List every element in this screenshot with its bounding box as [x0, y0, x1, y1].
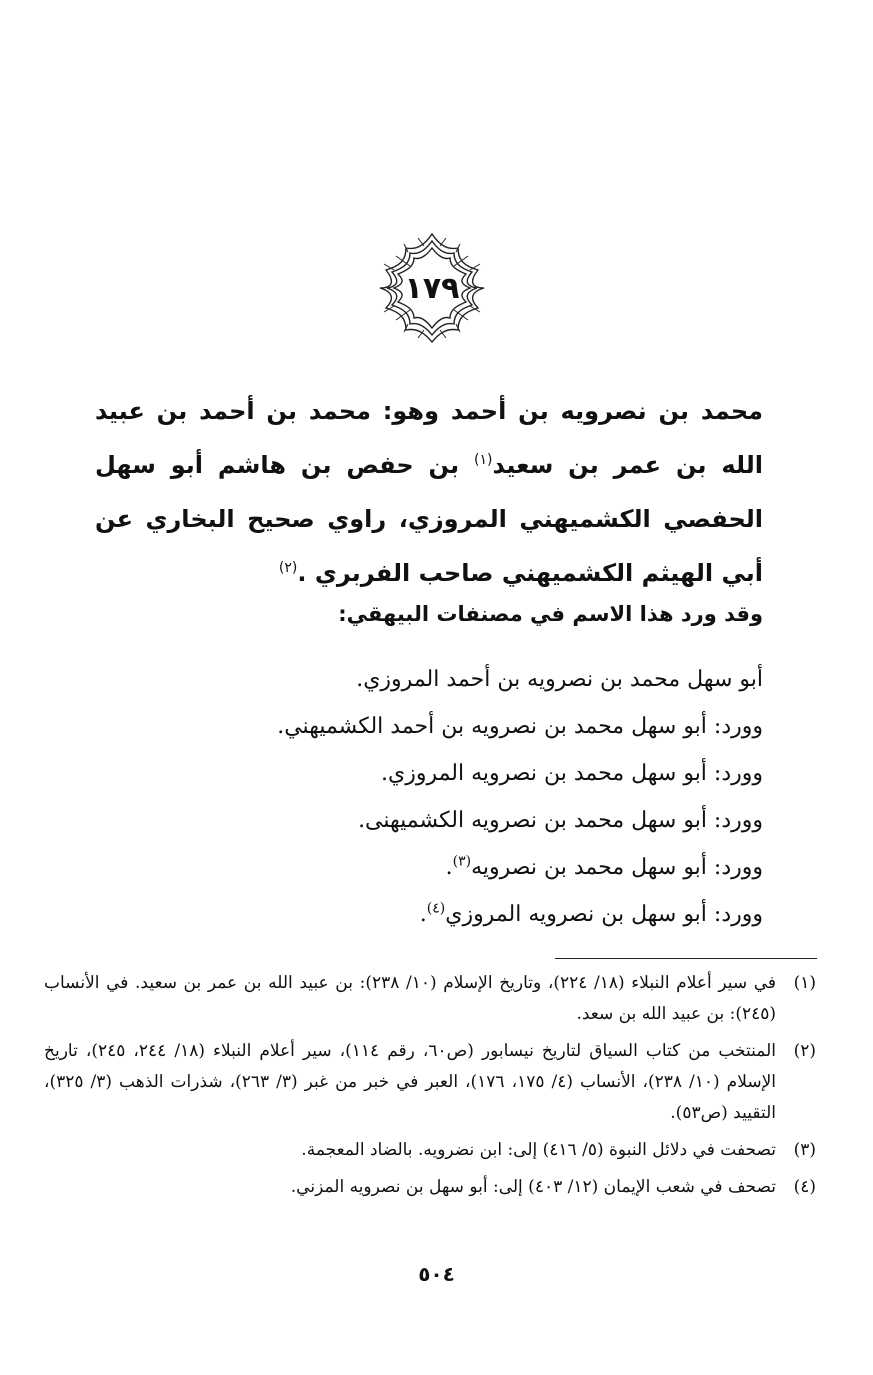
footnote-text: تصحفت في دلائل النبوة (٥/ ٤١٦) إلى: ابن نضرويه. بالضاد المعجمة. — [301, 1140, 776, 1160]
name-variant — [95, 797, 763, 844]
variant-text: وورد: أبو سهل محمد بن نصرويه بن أحمد الكشميهني. — [277, 714, 763, 739]
main-paragraph — [95, 384, 763, 600]
footnote-number: (٣) — [793, 1140, 816, 1160]
entry-number-ornament — [374, 230, 490, 346]
entry-number: ١٧٩ — [404, 270, 460, 306]
footnote-separator — [555, 958, 817, 959]
footnotes — [44, 968, 816, 1209]
footnote-ref-2[interactable]: (٢) — [278, 560, 298, 576]
footnote-ref-3[interactable]: (٣) — [452, 853, 472, 870]
footnote — [44, 1172, 816, 1203]
name-variant — [95, 844, 763, 891]
variant-text: وورد: أبو سهل محمد بن نصرويه الكشميهنى. — [358, 808, 763, 833]
footnote — [44, 968, 816, 1030]
main-text — [95, 384, 763, 600]
name-variant — [95, 656, 763, 703]
name-variants-list — [95, 656, 763, 938]
variant-text: وورد: أبو سهل محمد بن نصرويه — [471, 855, 763, 880]
variant-end: . — [445, 855, 453, 880]
footnote-text: تصحف في شعب الإيمان (١٢/ ٤٠٣) إلى: أبو سهل بن نصرويه المزني. — [290, 1177, 776, 1197]
name-variant — [95, 703, 763, 750]
footnote-number: (١) — [793, 973, 816, 993]
name-variant — [95, 891, 763, 938]
footnote — [44, 1036, 816, 1129]
variant-text: أبو سهل محمد بن نصرويه بن أحمد المروزي. — [356, 667, 763, 692]
footnote — [44, 1135, 816, 1166]
main-text-part2: بن حفص بن هاشم أبو سهل الحفصي الكشميهني المروزي، راوي صحيح البخاري عن أبي الهيثم الكشميهني صاحب الفربري . — [95, 451, 763, 587]
footnote-ref-1[interactable]: (١) — [474, 452, 493, 468]
variant-end: . — [419, 902, 427, 927]
name-variant — [95, 750, 763, 797]
footnote-number: (٤) — [793, 1177, 816, 1197]
page-number: ٥٠٤ — [418, 1262, 455, 1286]
variant-text: وورد: أبو سهل بن نصرويه المروزي — [445, 902, 763, 927]
footnote-ref-4[interactable]: (٤) — [426, 900, 446, 917]
main-text-part1: محمد بن نصرويه بن أحمد وهو: محمد بن أحمد بن عبيد الله بن عمر بن سعيد — [95, 397, 764, 479]
footnote-text: في سير أعلام النبلاء (١٨/ ٢٢٤)، وتاريخ الإسلام (١٠/ ٢٣٨): بن عبيد الله بن عمر بن سعيد. في الأنساب (٢٤٥): بن عبيد الله بن سعد. — [44, 973, 777, 1024]
variants-heading: وقد ورد هذا الاسم في مصنفات البيهقي: — [338, 602, 763, 626]
variant-text: وورد: أبو سهل محمد بن نصرويه المروزي. — [380, 761, 763, 786]
footnote-text: المنتخب من كتاب السياق لتاريخ نيسابور (ص٦٠، رقم ١١٤)، سير أعلام النبلاء (١٨/ ٢٤٤، ٢٤٥)، تاريخ الإسلام (١٠/ ٢٣٨)، الأنساب (٤/ ١٧٥، ١٧٦)، العبر في خبر من غبر (٣/ ٢٦٣)، شذرات الذهب (٣/ ٣٢٥)، التقييد (ص٥٣). — [44, 1041, 777, 1123]
footnote-number: (٢) — [793, 1041, 816, 1061]
